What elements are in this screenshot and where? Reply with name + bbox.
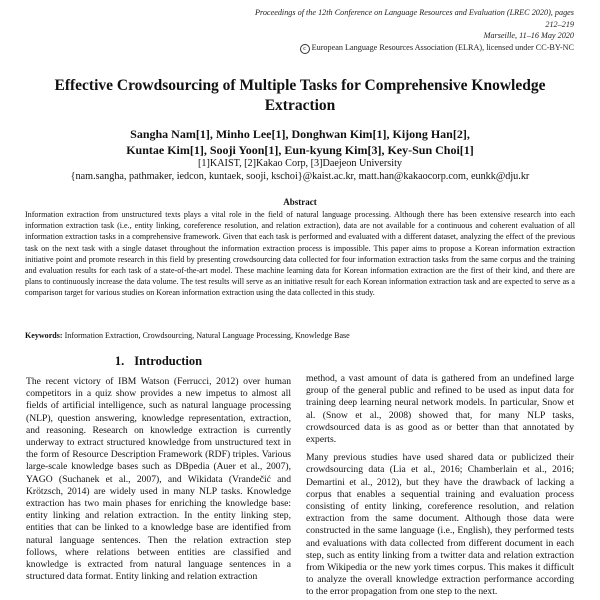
- keywords: [25, 330, 575, 341]
- section-heading-introduction: [26, 354, 291, 369]
- author-line-2: Kuntae Kim[1], Sooji Yoon[1], Eun-kyung Kim[3], Key-Sun Choi[1]: [126, 142, 474, 157]
- affiliations: [1]KAIST, [2]Kakao Corp, [3]Daejeon University: [197, 158, 403, 169]
- license-line: [244, 42, 574, 54]
- proceedings-line: Proceedings of the 12th Conference on Language Resources and Evaluation (LREC 2020), pages 212–219: [254, 8, 574, 29]
- abstract-text: Information extraction from unstructured texts plays a vital role in the field of natural language processing. Although there has been extensive research into each information extraction task (i.e., entity linking, coreference resolution, and relation extraction), data are not available for a continuous and coherent evaluation of all information extraction tasks in a comprehensive framework. Given that each task is performed and evaluated with a different dataset, analyzing the effect of the previous task on the next task with a single dataset throughout the information extraction process is impossible. This paper aims to propose a Korean information extraction initiative point and promote research in this field by presenting crowdsourcing data collected for four information extraction tasks from the same corpus and the training and evaluation results for each task of a state-of-the-art model. These machine learning data for Korean information extraction are the first of their kind, and there are plans to continuously increase the data volume. The test results will serve as an initiative result for each Korean information extraction task and are expected to serve as a comparison target for various studies on Korean information extraction using the data collected in this study.: [25, 210, 575, 298]
- copyright-icon: c: [300, 44, 310, 54]
- proceedings-header: [244, 7, 574, 54]
- author-emails: {nam.sangha, pathmaker, iedcon, kuntaek, sooji, kschoi}@kaist.ac.kr, matt.han@kakaocorp.com, eunkk@dju.kr: [70, 171, 530, 182]
- venue-line: Marseille, 11–16 May 2020: [483, 31, 574, 40]
- license-text: European Language Resources Association (ELRA), licensed under CC-BY-NC: [311, 42, 574, 52]
- author-line-1: Sangha Nam[1], Minho Lee[1], Donghwan Kim[1], Kijong Han[2],: [130, 127, 470, 141]
- abstract-heading: Abstract: [283, 197, 317, 207]
- intro-paragraph-3: Many previous studies have used shared data or publicized their crowdsourcing data (Lia et al., 2016; Chamberlain et al., 2016; Demartini et al., 2012), but they have the drawback of lacking a corpus that enables a sequential training and evaluation process consisting of entity linking, coreference resolution, and relation extraction from the same document. Although those data were constructed in the same language (i.e., English), they performed tests and evaluations with data collected from different document in each step, such as entity linking from a twitter data and relation extraction from Wikipedia or the new york times corpus. This makes it difficult to analyze the overall knowledge extraction performance according to the error propagation from one step to the next.: [306, 452, 574, 598]
- author-list: [40, 127, 560, 158]
- keywords-label: Keywords:: [25, 331, 63, 340]
- paper-title: Effective Crowdsourcing of Multiple Tasks for Comprehensive Knowledge Extraction: [54, 77, 546, 114]
- right-column: [306, 373, 574, 599]
- section-title: Introduction: [134, 354, 203, 368]
- intro-paragraph-2: method, a vast amount of data is gathered from an undefined large group of the general public and refined to be used as input data for training deep learning neural network models. In particular, Snow et al. (Snow et al., 2008) showed that, for many NLP tasks, crowdsourced data is as good as or better than that annotated by experts.: [306, 373, 574, 446]
- left-column: [26, 354, 291, 583]
- section-number: 1.: [114, 354, 125, 368]
- keywords-text: Information Extraction, Crowdsourcing, Natural Language Processing, Knowledge Base: [64, 331, 350, 340]
- intro-paragraph-1: The recent victory of IBM Watson (Ferrucci, 2012) over human competitors in a quiz show provides a new impetus to almost all fields of artificial intelligence, such as natural language processing (NLP), question answering, knowledge representation, extraction, and reasoning. Research on knowledge extraction is currently underway to extract structured knowledge from unstructured text in the form of Resource Description Framework (RDF) triples. Various large-scale knowledge bases such as DBpedia (Auer et al., 2007), YAGO (Suchanek et al., 2007), and Wikidata (Vrandečić and Krötzsch, 2014) are widely used in many NLP tasks. Knowledge extraction has two main phases for enriching the knowledge base: entity linking and relation extraction. In the entity linking step, entities that can be linked to a knowledge base are identified from natural language sentences. Then the relation extraction step follows, where relations between entities are classified and knowledge is extracted from natural language sentences in a structured data format. Entity linking and relation extraction: [26, 376, 291, 583]
